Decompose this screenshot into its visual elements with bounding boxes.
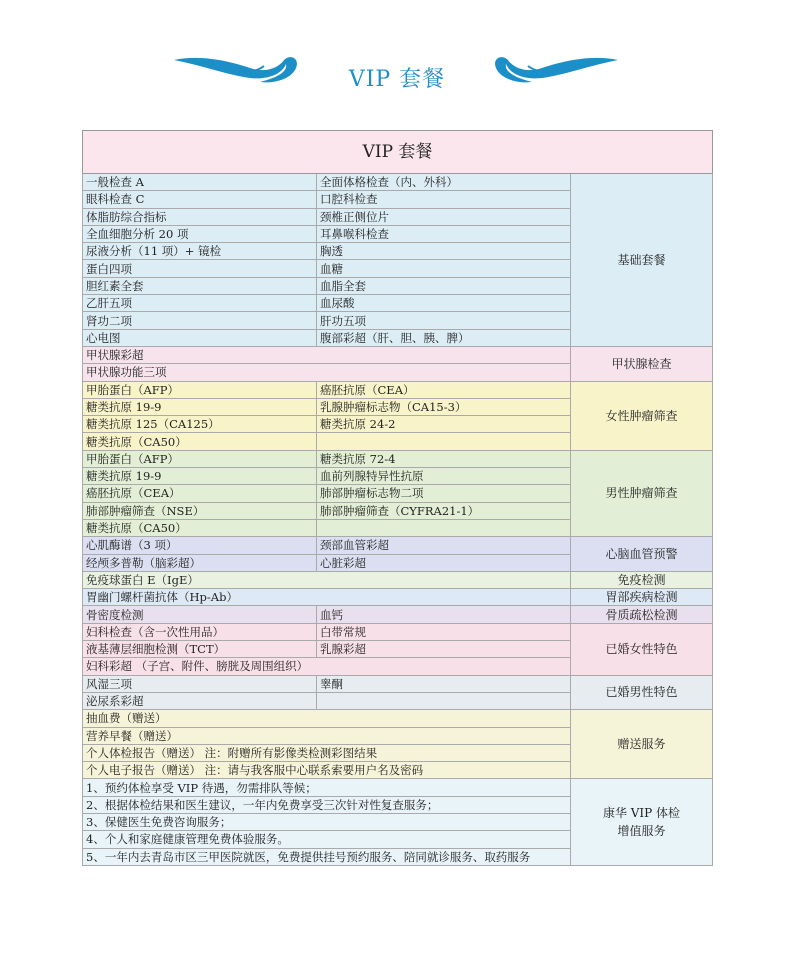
group-vip xyxy=(83,779,713,865)
category-cell: 已婚女性特色 xyxy=(571,623,713,675)
item-cell: 5、一年内去青岛市区三甲医院就医，免费提供挂号预约服务、陪同就诊服务、取药服务 xyxy=(83,848,571,865)
item-cell: 血尿酸 xyxy=(317,295,571,312)
table-row xyxy=(83,623,713,640)
item-cell: 蛋白四项 xyxy=(83,260,317,277)
category-cell: 骨质疏松检测 xyxy=(571,606,713,623)
item-cell: 营养早餐（赠送） xyxy=(83,727,571,744)
item-cell: 颈部血管彩超 xyxy=(317,537,571,554)
table-title-row xyxy=(83,131,713,174)
item-cell: 泌尿系彩超 xyxy=(83,692,317,709)
group-male-tumor xyxy=(83,450,713,536)
item-cell xyxy=(317,692,571,709)
item-cell: 全血细胞分析 20 项 xyxy=(83,225,317,242)
vip-package-table xyxy=(82,130,713,866)
item-cell: 颈椎正侧位片 xyxy=(317,208,571,225)
item-cell: 糖类抗原 19-9 xyxy=(83,398,317,415)
table-row xyxy=(83,675,713,692)
item-cell: 口腔科检查 xyxy=(317,191,571,208)
item-cell: 免疫球蛋白 E（IgE） xyxy=(83,571,571,588)
item-cell: 糖类抗原（CA50） xyxy=(83,519,317,536)
item-cell: 糖类抗原 72-4 xyxy=(317,450,571,467)
item-cell: 肺部肿瘤标志物二项 xyxy=(317,485,571,502)
item-cell: 糖类抗原（CA50） xyxy=(83,433,317,450)
item-cell: 眼科检查 C xyxy=(83,191,317,208)
item-cell: 白带常规 xyxy=(317,623,571,640)
table-row xyxy=(83,779,713,796)
item-cell: 心脏彩超 xyxy=(317,554,571,571)
item-cell: 癌胚抗原（CEA） xyxy=(83,485,317,502)
item-cell: 糖类抗原 19-9 xyxy=(83,468,317,485)
item-cell: 甲状腺功能三项 xyxy=(83,364,571,381)
item-cell: 腹部彩超（肝、胆、胰、脾） xyxy=(317,329,571,346)
category-cell: 心脑血管预警 xyxy=(571,537,713,572)
item-cell: 骨密度检测 xyxy=(83,606,317,623)
item-cell: 2、根据体检结果和医生建议，一年内免费享受三次针对性复查服务； xyxy=(83,796,571,813)
item-cell: 甲胎蛋白（AFP） xyxy=(83,450,317,467)
table-title: VIP 套餐 xyxy=(83,131,713,174)
item-cell: 血糖 xyxy=(317,260,571,277)
item-cell: 全面体格检查（内、外科） xyxy=(317,174,571,191)
category-cell: 赠送服务 xyxy=(571,710,713,779)
item-cell: 体脂肪综合指标 xyxy=(83,208,317,225)
item-cell: 抽血费（赠送） xyxy=(83,710,571,727)
item-cell: 个人电子报告（赠送） 注：请与我客服中心联系索要用户名及密码 xyxy=(83,762,571,779)
page-header xyxy=(0,52,794,102)
group-married-female xyxy=(83,623,713,675)
item-cell: 液基薄层细胞检测（TCT） xyxy=(83,641,317,658)
item-cell: 甲胎蛋白（AFP） xyxy=(83,381,317,398)
swirl-ornament-right-icon xyxy=(490,52,620,92)
item-cell: 尿液分析（11 项）+ 镜检 xyxy=(83,243,317,260)
page-title: VIP 套餐 xyxy=(348,67,446,92)
category-line: 康华 VIP 体检 xyxy=(602,806,681,821)
category-cell: 胃部疾病检测 xyxy=(571,589,713,606)
table-row xyxy=(83,450,713,467)
group-immune xyxy=(83,571,713,588)
item-cell: 妇科检查（含一次性用品） xyxy=(83,623,317,640)
item-cell: 4、个人和家庭健康管理免费体验服务。 xyxy=(83,831,571,848)
item-cell: 乳腺肿瘤标志物（CA15-3） xyxy=(317,398,571,415)
table-row xyxy=(83,589,713,606)
group-cardio xyxy=(83,537,713,572)
item-cell: 血钙 xyxy=(317,606,571,623)
table-row xyxy=(83,571,713,588)
table-row xyxy=(83,381,713,398)
group-gift xyxy=(83,710,713,779)
item-cell: 肾功二项 xyxy=(83,312,317,329)
category-cell: 女性肿瘤筛查 xyxy=(571,381,713,450)
group-basic xyxy=(83,174,713,347)
item-cell xyxy=(317,519,571,536)
group-married-male xyxy=(83,675,713,710)
category-cell: 男性肿瘤筛查 xyxy=(571,450,713,536)
table-row xyxy=(83,174,713,191)
item-cell xyxy=(317,433,571,450)
item-cell: 乳腺彩超 xyxy=(317,641,571,658)
item-cell: 血脂全套 xyxy=(317,277,571,294)
group-thyroid xyxy=(83,346,713,381)
item-cell: 睾酮 xyxy=(317,675,571,692)
table-row xyxy=(83,710,713,727)
item-cell: 1、预约体检享受 VIP 待遇，勿需排队等候； xyxy=(83,779,571,796)
category-line: 增值服务 xyxy=(617,824,666,839)
item-cell: 个人体检报告（赠送） 注：附赠所有影像类检测彩图结果 xyxy=(83,744,571,761)
group-gastric xyxy=(83,589,713,606)
item-cell: 心肌酶谱（3 项） xyxy=(83,537,317,554)
item-cell: 心电图 xyxy=(83,329,317,346)
item-cell: 胃幽门螺杆菌抗体（Hp-Ab） xyxy=(83,589,571,606)
item-cell: 胸透 xyxy=(317,243,571,260)
item-cell: 血前列腺特异性抗原 xyxy=(317,468,571,485)
table-row xyxy=(83,346,713,363)
item-cell: 甲状腺彩超 xyxy=(83,346,571,363)
item-cell: 胆红素全套 xyxy=(83,277,317,294)
item-cell: 一般检查 A xyxy=(83,174,317,191)
item-cell: 癌胚抗原（CEA） xyxy=(317,381,571,398)
group-female-tumor xyxy=(83,381,713,450)
category-cell: 基础套餐 xyxy=(571,174,713,347)
category-cell: 甲状腺检查 xyxy=(571,346,713,381)
item-cell: 肺部肿瘤筛查（NSE） xyxy=(83,502,317,519)
category-cell xyxy=(571,779,713,865)
category-cell: 已婚男性特色 xyxy=(571,675,713,710)
table-row xyxy=(83,606,713,623)
item-cell: 耳鼻喉科检查 xyxy=(317,225,571,242)
item-cell: 3、保健医生免费咨询服务； xyxy=(83,813,571,830)
item-cell: 风湿三项 xyxy=(83,675,317,692)
category-cell: 免疫检测 xyxy=(571,571,713,588)
item-cell: 乙肝五项 xyxy=(83,295,317,312)
item-cell: 经颅多普勒（脑彩超） xyxy=(83,554,317,571)
group-bone xyxy=(83,606,713,623)
table-row xyxy=(83,537,713,554)
item-cell: 妇科彩超 （子宫、附件、膀胱及周围组织） xyxy=(83,658,571,675)
item-cell: 糖类抗原 24-2 xyxy=(317,416,571,433)
item-cell: 糖类抗原 125（CA125） xyxy=(83,416,317,433)
item-cell: 肺部肿瘤筛查（CYFRA21-1） xyxy=(317,502,571,519)
item-cell: 肝功五项 xyxy=(317,312,571,329)
